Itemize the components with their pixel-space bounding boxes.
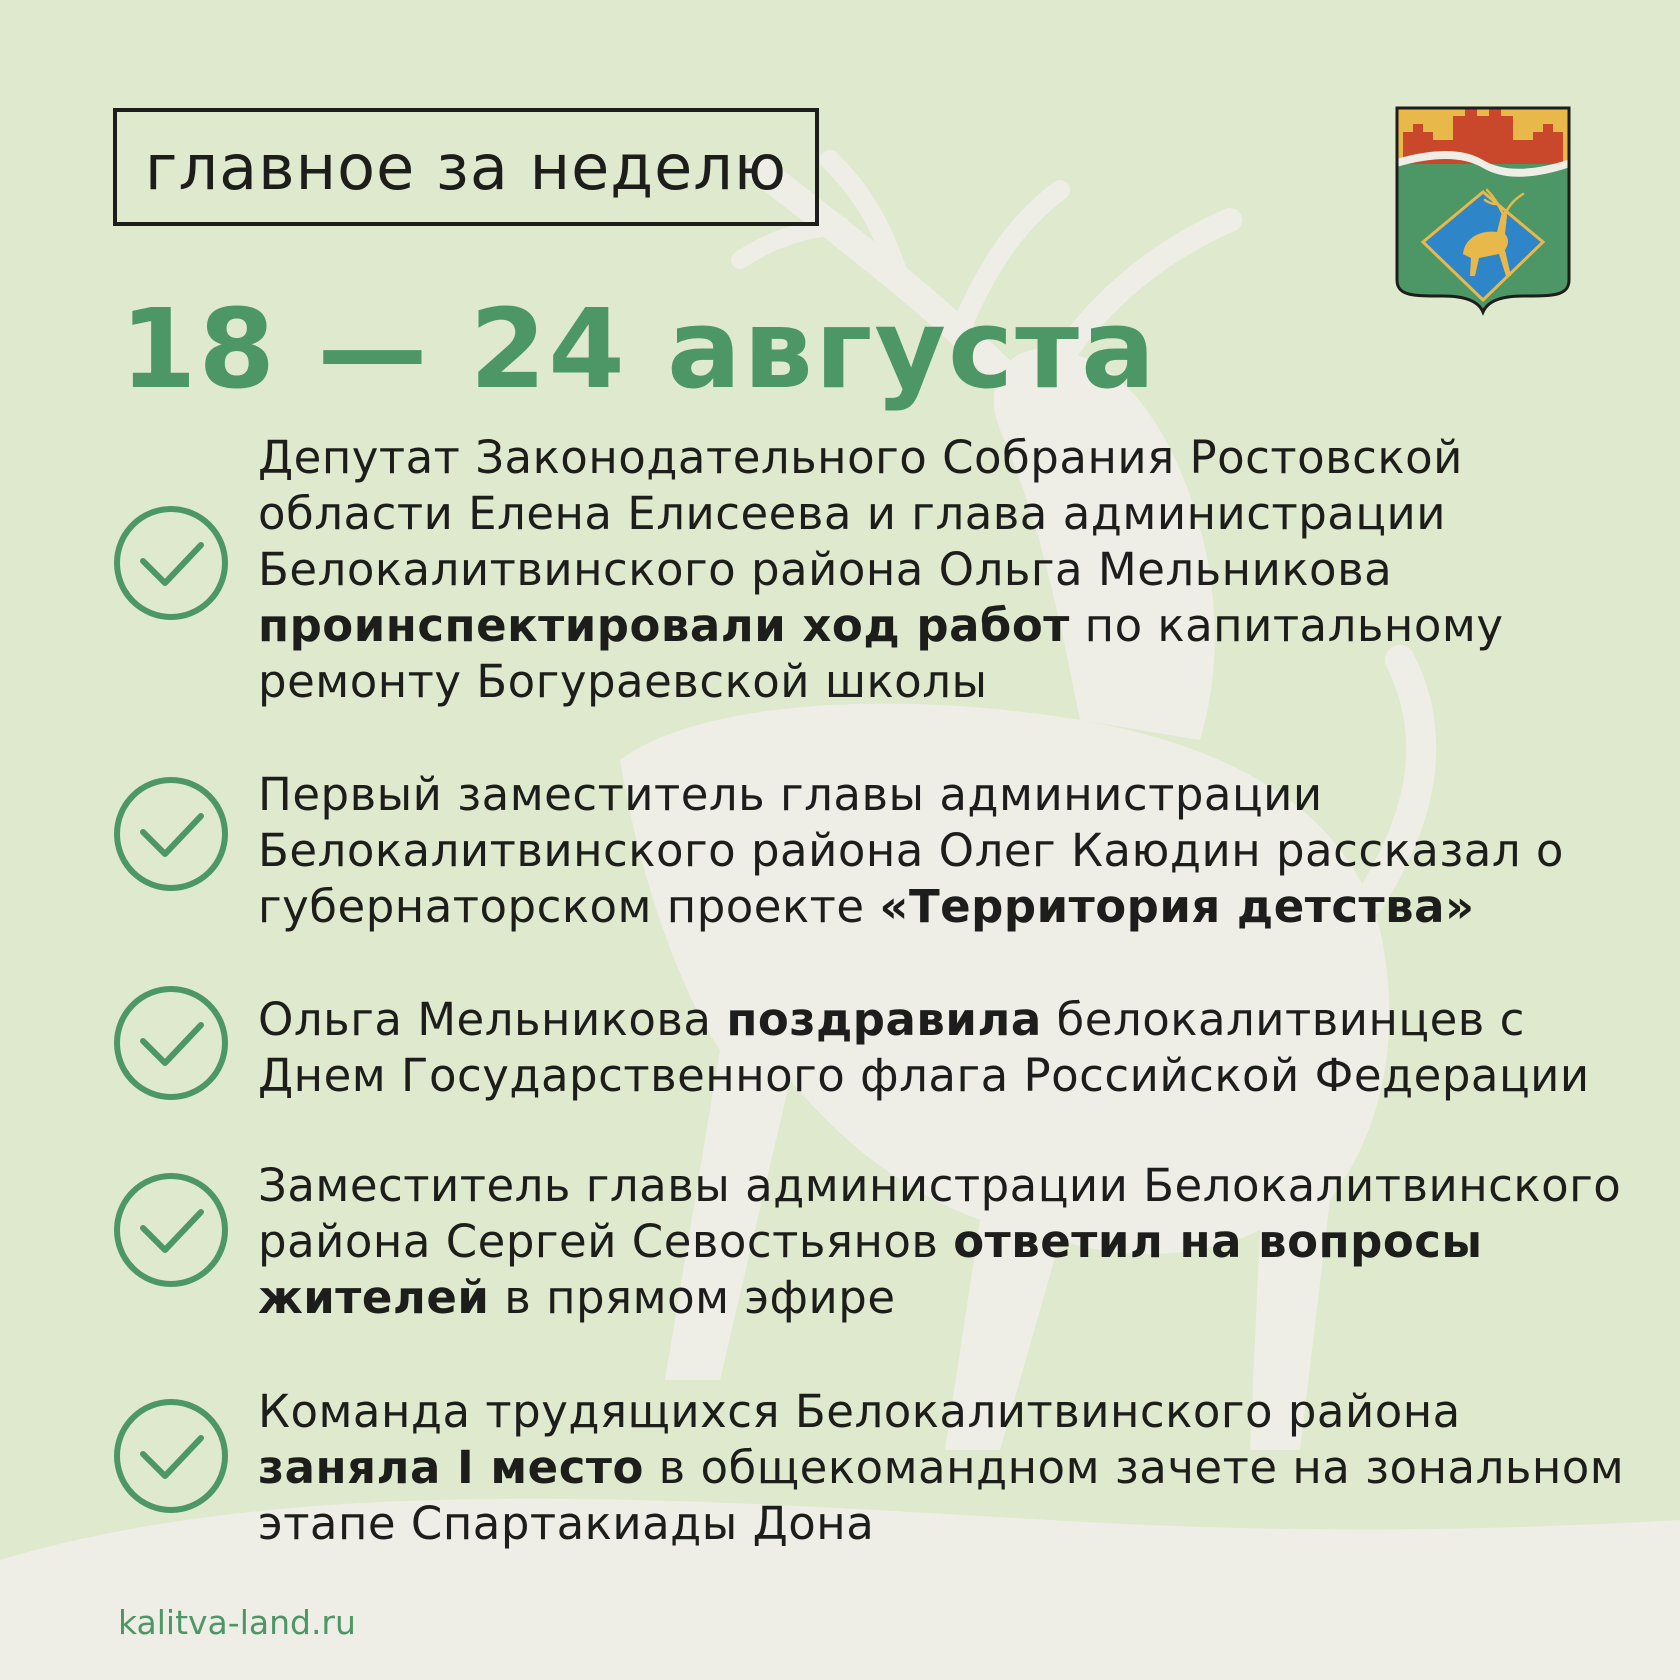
news-item-text: Команда трудящихся Белокалитвинского района заняла I место в общекомандном зачете на зональном этапе Спартакиады Дона [258, 1385, 1625, 1550]
check-icon [113, 1172, 229, 1288]
week-summary-text: главное за неделю [144, 130, 788, 204]
date-range-title: 18 — 24 августа [120, 285, 1158, 413]
check-icon [113, 776, 229, 892]
news-item-text: Заместитель главы администрации Белокалитвинского района Сергей Севостьянов ответил на вопросы жителей в прямом эфире [258, 1159, 1622, 1324]
news-item-text: Первый заместитель главы администрации Белокалитвинского района Олег Каюдин рассказал о губернаторском проекте «Территория детства» [258, 768, 1564, 933]
coat-of-arms-icon [1393, 104, 1573, 316]
check-icon [113, 1398, 229, 1514]
check-icon [113, 505, 229, 621]
news-item-text: Депутат Законодательного Собрания Ростовской области Елена Елисеева и глава администрации Белокалитвинского района Ольга Мельникова проинспектировали ход работ по капитальному ремонту Богураевской школы [258, 431, 1504, 708]
week-summary-label [113, 108, 819, 226]
website-link[interactable]: kalitva-land.ru [118, 1603, 356, 1642]
news-item-text: Ольга Мельникова поздравила белокалитвинцев с Днем Государственного флага Российской Федерации [258, 993, 1590, 1102]
check-icon [113, 985, 229, 1101]
